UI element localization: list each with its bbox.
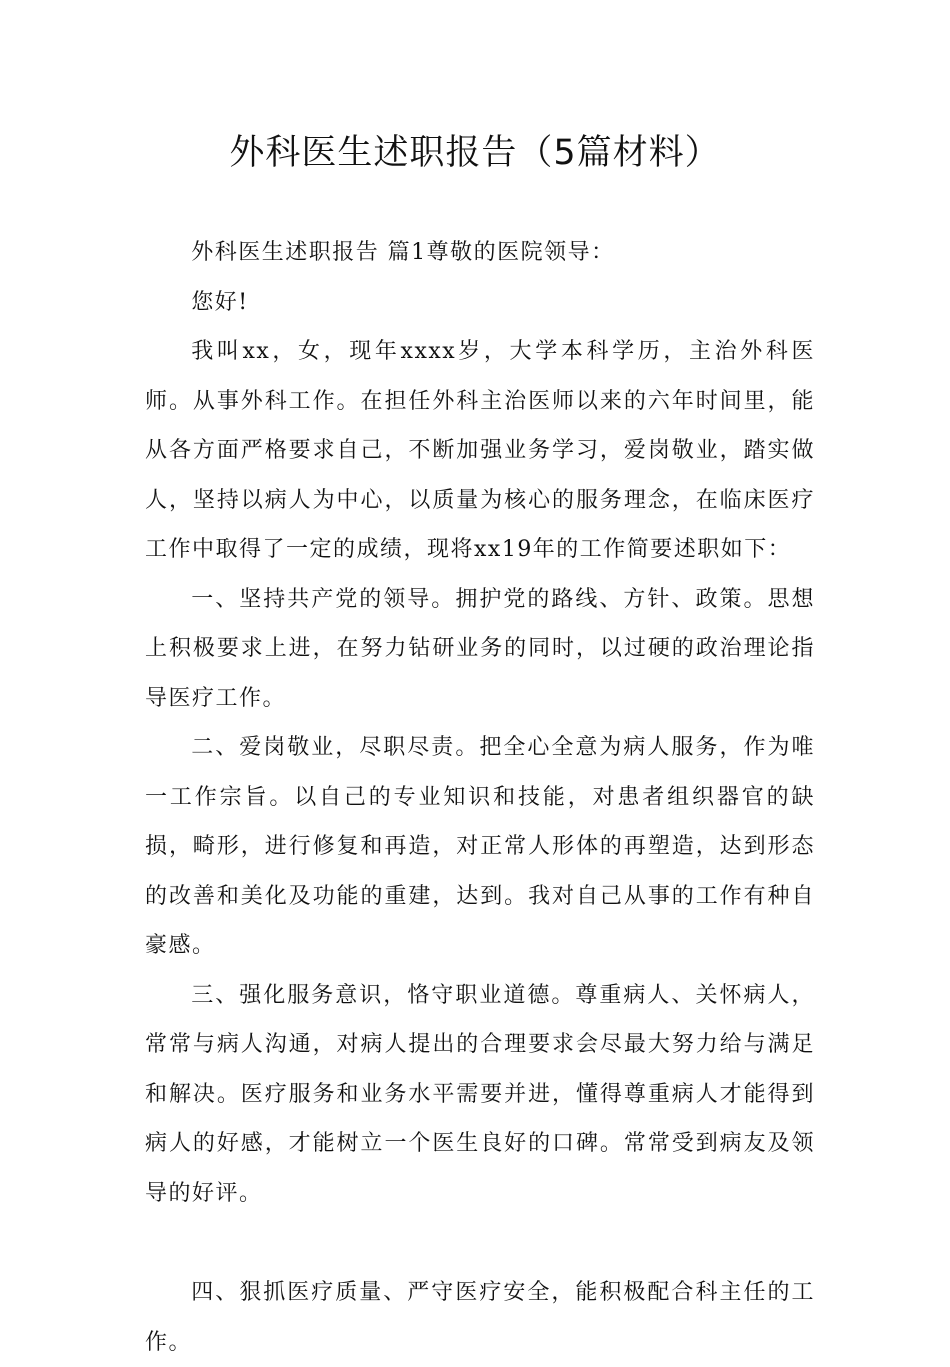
paragraph-introduction: 我叫xx，女，现年xxxx岁，大学本科学历，主治外科医师。从事外科工作。在担任外科主治医师以来的六年时间里，能从各方面严格要求自己，不断加强业务学习，爱岗敬业，踏实做人，坚持以病人为中心，以质量为核心的服务理念，在临床医疗工作中取得了一定的成绩，现将xx19年的工作简要述职如下： (145, 339, 815, 562)
document-body (145, 228, 815, 1367)
paragraph-salutation: 外科医生述职报告 篇1尊敬的医院领导： (191, 240, 615, 265)
document-title: 外科医生述职报告（5篇材料） (229, 133, 721, 173)
paragraph-point-one: 一、坚持共产党的领导。拥护党的路线、方针、政策。思想上积极要求上进，在努力钻研业务的同时，以过硬的政治理论指导医疗工作。 (145, 586, 815, 711)
paragraph-point-four: 四、狠抓医疗质量、严守医疗安全，能积极配合科主任的工作。 (145, 1280, 815, 1355)
paragraph-point-two: 二、爱岗敬业，尽职尽责。把全心全意为病人服务，作为唯一工作宗旨。以自己的专业知识和技能，对患者组织器官的缺损，畸形，进行修复和再造，对正常人形体的再塑造，达到形态的改善和美化及功能的重建，达到。我对自己从事的工作有种自豪感。 (145, 735, 815, 958)
paragraph-greeting: 您好! (191, 289, 249, 315)
paragraph-point-three: 三、强化服务意识，恪守职业道德。尊重病人、关怀病人，常常与病人沟通，对病人提出的合理要求会尽最大努力给与满足和解决。医疗服务和业务水平需要并进，懂得尊重病人才能得到病人的好感，才能树立一个医生良好的口碑。常常受到病友及领导的好评。 (145, 982, 815, 1206)
